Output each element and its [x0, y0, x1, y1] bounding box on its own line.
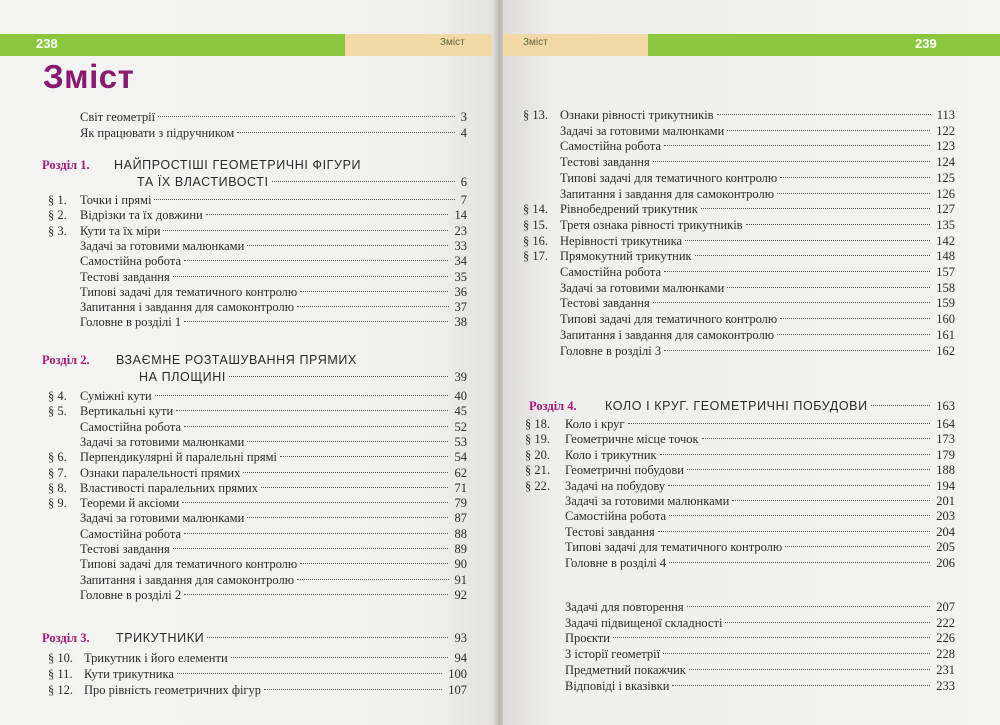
toc-entry[interactable] [523, 202, 955, 218]
dot-leader [672, 685, 930, 686]
entry-title: З історії геометрії [565, 647, 661, 662]
entry-page: 159 [936, 296, 955, 311]
toc-entry[interactable] [525, 556, 955, 572]
entry-title: Геометричні побудови [565, 463, 684, 478]
page-number: 239 [915, 36, 937, 51]
entry-title: Рівнобедрений трикутник [560, 202, 698, 217]
entry-title: Кути та їх міри [80, 223, 161, 238]
dot-leader [669, 562, 930, 563]
chapter-label: Розділ 1. [42, 158, 90, 172]
entry-title: Запитання і завдання для самоконтролю [560, 327, 775, 342]
toc-entry[interactable] [48, 496, 467, 512]
toc-entry[interactable] [48, 667, 467, 683]
toc-entry[interactable] [565, 647, 955, 663]
entry-title: Типові задачі для тематичного контролю [80, 557, 298, 572]
dot-leader [689, 669, 930, 670]
section-number: § 1. [48, 193, 67, 207]
dot-leader [163, 230, 448, 231]
entry-title: Головне в розділі 2 [80, 587, 182, 602]
dot-leader [717, 114, 931, 115]
entry-title: Світ геометрії [80, 110, 156, 124]
toc-entry[interactable] [523, 187, 955, 203]
dot-leader [261, 487, 449, 488]
entry-page: 36 [454, 284, 467, 299]
toc-entry[interactable] [565, 663, 955, 679]
chapter-heading[interactable] [42, 631, 467, 647]
header-band-green [648, 34, 1000, 56]
chapter-label: Розділ 4. [529, 399, 577, 413]
dot-leader [297, 306, 448, 307]
entry-page: 207 [936, 600, 955, 614]
section-number: § 8. [48, 480, 67, 495]
header-section-label: Зміст [440, 37, 465, 48]
entry-page: 79 [454, 496, 467, 511]
section-number: § 13. [523, 108, 548, 122]
dot-leader [297, 579, 448, 580]
entry-title: Задачі підвищеної складності [565, 615, 723, 630]
dot-leader [660, 454, 931, 455]
entry-page: 7 [460, 193, 467, 207]
chapter-page: 6 [460, 175, 467, 189]
entry-title: Прямокутний трикутник [560, 249, 692, 264]
entry-page: 162 [936, 343, 955, 358]
entry-title: Самостійна робота [560, 265, 662, 279]
entry-page: 179 [936, 447, 955, 462]
entry-title: Задачі на побудову [565, 478, 666, 493]
entry-title: Тестові завдання [80, 269, 170, 284]
page-number: 238 [36, 36, 58, 51]
toc-entry[interactable] [523, 281, 955, 297]
dot-leader [184, 533, 448, 534]
dot-leader [702, 438, 931, 439]
toc-entry[interactable] [565, 616, 955, 632]
dot-leader [725, 622, 930, 623]
chapter-title: НАЙПРОСТІШІ ГЕОМЕТРИЧНІ ФІГУРИ [114, 158, 362, 172]
left-page [0, 0, 497, 725]
entry-page: 142 [936, 233, 955, 248]
entry-page: 33 [454, 238, 467, 253]
dot-leader [231, 657, 449, 658]
toc-entry[interactable] [523, 234, 955, 250]
dot-leader [184, 260, 448, 261]
section-number: § 15. [523, 217, 548, 232]
chapter-heading[interactable] [42, 353, 467, 387]
toc-entry[interactable] [525, 509, 955, 525]
entry-page: 89 [454, 542, 467, 556]
entry-page: 52 [454, 419, 467, 434]
toc-entry[interactable] [523, 155, 955, 171]
dot-leader [664, 350, 930, 351]
entry-page: 124 [936, 155, 955, 170]
toc-entry[interactable] [525, 479, 955, 495]
entry-page: 88 [454, 526, 467, 541]
toc-entry[interactable] [523, 171, 955, 187]
section-number: § 4. [48, 389, 67, 403]
toc-entry[interactable] [48, 651, 467, 667]
dot-leader [687, 606, 931, 607]
toc-entry[interactable] [565, 600, 955, 616]
dot-leader [300, 291, 448, 292]
entry-page: 201 [936, 494, 955, 508]
entry-page: 34 [454, 254, 467, 269]
dot-leader [658, 531, 931, 532]
dot-leader [663, 653, 930, 654]
entry-page: 206 [936, 555, 955, 570]
dot-leader [182, 502, 448, 503]
dot-leader [247, 517, 448, 518]
entry-title: Суміжні кути [80, 389, 152, 403]
entry-title: Ознаки паралельності прямих [80, 465, 241, 480]
dot-leader [777, 334, 930, 335]
chapter-title-line2: ТА ЇХ ВЛАСТИВОСТІ [137, 175, 269, 189]
dot-leader [785, 546, 930, 547]
dot-leader [653, 161, 931, 162]
dot-leader [664, 145, 930, 146]
section-number: § 20. [525, 447, 550, 462]
toc-entry[interactable] [48, 573, 467, 589]
entry-page: 222 [936, 615, 955, 630]
toc-entry[interactable] [523, 249, 955, 265]
section-number: § 10. [48, 651, 73, 665]
dot-leader [237, 132, 455, 133]
toc-entry[interactable] [525, 448, 955, 464]
entry-title: Про рівність геометричних фігур [84, 682, 262, 697]
entry-page: 23 [454, 223, 467, 238]
dot-leader [732, 500, 930, 501]
toc-entry[interactable] [48, 588, 467, 604]
entry-title: Задачі за готовими малюнками [560, 123, 725, 138]
toc-entry[interactable] [48, 511, 467, 527]
entry-page: 113 [936, 108, 955, 122]
dot-leader [628, 423, 931, 424]
chapter-page: 93 [454, 631, 467, 645]
dot-leader [272, 181, 455, 182]
entry-title: Проєкти [565, 631, 610, 646]
toc-entry[interactable] [48, 481, 467, 497]
entry-page: 94 [454, 651, 467, 665]
entry-page: 226 [936, 631, 955, 646]
dot-leader [780, 177, 930, 178]
entry-title: Предметний покажчик [565, 662, 686, 677]
entry-title: Тестові завдання [560, 155, 650, 170]
section-number: § 19. [525, 432, 550, 447]
dot-leader [777, 193, 930, 194]
section-number: § 3. [48, 223, 67, 238]
toc-entry[interactable] [523, 265, 955, 281]
dot-leader [173, 276, 449, 277]
section-number: § 14. [523, 202, 548, 217]
dot-leader [780, 318, 930, 319]
dot-leader [247, 245, 448, 246]
dot-leader [685, 240, 930, 241]
toc-entry[interactable] [523, 344, 955, 360]
dot-leader [177, 673, 442, 674]
section-number: § 12. [48, 682, 73, 697]
section-number: § 17. [523, 249, 548, 264]
entry-title: Задачі за готовими малюнками [80, 238, 245, 253]
chapter-heading[interactable] [529, 399, 955, 415]
entry-title: Самостійна робота [80, 254, 182, 269]
toc-entry[interactable] [48, 527, 467, 543]
dot-leader [664, 271, 930, 272]
toc-entry[interactable] [523, 124, 955, 140]
toc-entry[interactable] [48, 270, 467, 286]
entry-page: 54 [454, 450, 467, 465]
section-number: § 18. [525, 417, 550, 431]
dot-leader [264, 689, 442, 690]
entry-title: Тестові завдання [80, 542, 170, 556]
entry-title: Точки і прямі [80, 193, 152, 207]
entry-title: Запитання і завдання для самоконтролю [560, 186, 775, 201]
entry-page: 62 [454, 465, 467, 480]
entry-page: 228 [936, 647, 955, 662]
entry-title: Самостійна робота [565, 509, 667, 524]
entry-page: 37 [454, 300, 467, 315]
entry-page: 173 [936, 432, 955, 447]
dot-leader [871, 405, 931, 406]
dot-leader [243, 472, 448, 473]
chapter-heading[interactable] [42, 158, 467, 192]
toc-entry[interactable] [525, 417, 955, 433]
dot-leader [746, 224, 931, 225]
toc-entry[interactable] [48, 193, 467, 209]
entry-title: Головне в розділі 3 [560, 343, 662, 358]
toc-entry[interactable] [525, 432, 955, 448]
toc-entry[interactable] [523, 312, 955, 328]
section-number: § 11. [48, 666, 73, 681]
toc-entry[interactable] [525, 540, 955, 556]
entry-page: 35 [454, 269, 467, 284]
toc-entry[interactable] [48, 239, 467, 255]
entry-title: Тестові завдання [560, 296, 650, 311]
entry-title: Типові задачі для тематичного контролю [565, 540, 783, 555]
entry-page: 87 [454, 511, 467, 526]
dot-leader [727, 130, 930, 131]
section-number: § 6. [48, 450, 67, 465]
toc-entry[interactable] [48, 224, 467, 240]
dot-leader [727, 287, 930, 288]
dot-leader [207, 637, 448, 638]
entry-title: Задачі за готовими малюнками [565, 494, 730, 508]
entry-title: Задачі для повторення [565, 600, 684, 614]
toc-entry[interactable] [48, 683, 467, 699]
toc-entry[interactable] [48, 389, 467, 405]
entry-title: Типові задачі для тематичного контролю [560, 170, 778, 185]
toc-entry[interactable] [80, 126, 467, 142]
section-number: § 7. [48, 465, 67, 480]
chapter-title-line2: НА ПЛОЩИНІ [139, 370, 226, 384]
entry-page: 125 [936, 170, 955, 185]
entry-page: 4 [460, 125, 467, 140]
entry-title: Кути трикутника [84, 666, 174, 681]
entry-page: 233 [936, 678, 955, 693]
toc-entry[interactable] [565, 679, 955, 695]
entry-page: 123 [936, 139, 955, 154]
entry-page: 14 [454, 208, 467, 223]
dot-leader [687, 469, 930, 470]
entry-page: 148 [936, 249, 955, 264]
toc-entry[interactable] [48, 285, 467, 301]
entry-title: Трикутник і його елементи [84, 651, 228, 665]
toc-entry[interactable] [48, 466, 467, 482]
toc-entry[interactable] [48, 450, 467, 466]
entry-page: 38 [454, 315, 467, 330]
entry-page: 204 [936, 524, 955, 539]
dot-leader [247, 441, 448, 442]
entry-page: 164 [936, 417, 955, 431]
dot-leader [184, 426, 448, 427]
dot-leader [669, 515, 930, 516]
entry-title: Головне в розділі 1 [80, 315, 182, 330]
dot-leader [300, 563, 448, 564]
toc-entry[interactable] [48, 300, 467, 316]
chapter-page: 163 [936, 399, 955, 413]
dot-leader [229, 376, 449, 377]
chapter-label: Розділ 2. [42, 353, 90, 367]
entry-page: 160 [936, 312, 955, 327]
entry-title: Перпендикулярні й паралельні прямі [80, 450, 277, 465]
dot-leader [158, 116, 455, 117]
dot-leader [613, 637, 930, 638]
dot-leader [184, 321, 448, 322]
page-title: Зміст [43, 58, 135, 95]
entry-title: Задачі за готовими малюнками [560, 280, 725, 295]
dot-leader [154, 199, 454, 200]
header-section-label: Зміст [523, 37, 548, 48]
entry-page: 231 [936, 662, 955, 677]
entry-title: Самостійна робота [80, 419, 182, 434]
dot-leader [155, 395, 449, 396]
dot-leader [701, 208, 930, 209]
entry-page: 90 [454, 557, 467, 572]
entry-title: Задачі за готовими малюнками [80, 434, 245, 449]
header-band-tan [345, 34, 497, 56]
entry-page: 45 [454, 404, 467, 419]
entry-title: Коло і круг [565, 417, 625, 431]
entry-page: 157 [936, 265, 955, 279]
toc-entry[interactable] [565, 631, 955, 647]
entry-title: Тестові завдання [565, 524, 655, 539]
dot-leader [184, 594, 448, 595]
toc-entry[interactable] [48, 315, 467, 331]
entry-title: Типові задачі для тематичного контролю [80, 284, 298, 299]
entry-page: 92 [454, 587, 467, 602]
toc-entry[interactable] [523, 108, 955, 124]
entry-title: Вертикальні кути [80, 404, 174, 419]
toc-entry[interactable] [523, 296, 955, 312]
section-number: § 16. [523, 233, 548, 248]
entry-title: Геометричне місце точок [565, 432, 699, 447]
toc-entry[interactable] [48, 420, 467, 436]
entry-page: 3 [460, 110, 467, 124]
toc-entry[interactable] [48, 557, 467, 573]
entry-title: Запитання і завдання для самоконтролю [80, 300, 295, 315]
chapter-label: Розділ 3. [42, 631, 90, 645]
toc-entry[interactable] [523, 218, 955, 234]
entry-title: Властивості паралельних прямих [80, 480, 258, 495]
section-number: § 21. [525, 463, 550, 478]
right-page [503, 0, 1000, 725]
entry-title: Як працювати з підручником [80, 125, 235, 140]
entry-page: 107 [448, 682, 467, 697]
chapter-title: КОЛО І КРУГ. ГЕОМЕТРИЧНІ ПОБУДОВИ [605, 399, 868, 413]
entry-page: 53 [454, 434, 467, 449]
toc-entry[interactable] [525, 463, 955, 479]
entry-page: 71 [454, 480, 467, 495]
section-number: § 5. [48, 404, 67, 419]
section-number: § 2. [48, 208, 67, 223]
entry-page: 100 [448, 666, 467, 681]
entry-page: 40 [454, 389, 467, 403]
entry-page: 122 [936, 123, 955, 138]
entry-title: Самостійна робота [80, 526, 182, 541]
entry-title: Коло і трикутник [565, 447, 657, 462]
entry-title: Теореми й аксіоми [80, 496, 180, 511]
toc-entry[interactable] [48, 404, 467, 420]
entry-title: Головне в розділі 4 [565, 555, 667, 570]
toc-entry[interactable] [80, 110, 467, 126]
toc-entry[interactable] [523, 328, 955, 344]
entry-page: 205 [936, 540, 955, 555]
dot-leader [280, 456, 449, 457]
entry-page: 126 [936, 186, 955, 201]
entry-title: Відрізки та їх довжини [80, 208, 203, 223]
entry-page: 127 [936, 202, 955, 217]
entry-title: Задачі за готовими малюнками [80, 511, 245, 526]
entry-title: Нерівності трикутника [560, 233, 683, 248]
entry-page: 161 [936, 327, 955, 342]
entry-title: Ознаки рівності трикутників [560, 108, 714, 122]
entry-page: 158 [936, 280, 955, 295]
entry-page: 203 [936, 509, 955, 524]
section-number: § 22. [525, 478, 550, 493]
toc-entry[interactable] [525, 494, 955, 510]
chapter-title: ТРИКУТНИКИ [116, 631, 205, 645]
entry-title: Типові задачі для тематичного контролю [560, 312, 778, 327]
dot-leader [173, 548, 449, 549]
toc-entry[interactable] [523, 139, 955, 155]
entry-title: Третя ознака рівності трикутників [560, 217, 743, 232]
entry-title: Самостійна робота [560, 139, 662, 154]
section-number: § 9. [48, 496, 67, 511]
toc-entry[interactable] [48, 435, 467, 451]
toc-entry[interactable] [48, 208, 467, 224]
toc-entry[interactable] [525, 525, 955, 541]
dot-leader [668, 485, 930, 486]
chapter-page: 39 [454, 370, 467, 384]
entry-page: 91 [454, 572, 467, 587]
entry-title: Запитання і завдання для самоконтролю [80, 572, 295, 587]
entry-title: Відповіді і вказівки [565, 678, 670, 693]
dot-leader [695, 255, 931, 256]
entry-page: 188 [936, 463, 955, 478]
toc-entry[interactable] [48, 542, 467, 558]
entry-page: 194 [936, 478, 955, 493]
dot-leader [176, 410, 448, 411]
chapter-title: ВЗАЄМНЕ РОЗТАШУВАННЯ ПРЯМИХ [116, 353, 357, 367]
toc-entry[interactable] [48, 254, 467, 270]
dot-leader [206, 214, 449, 215]
dot-leader [653, 302, 931, 303]
entry-page: 135 [936, 217, 955, 232]
